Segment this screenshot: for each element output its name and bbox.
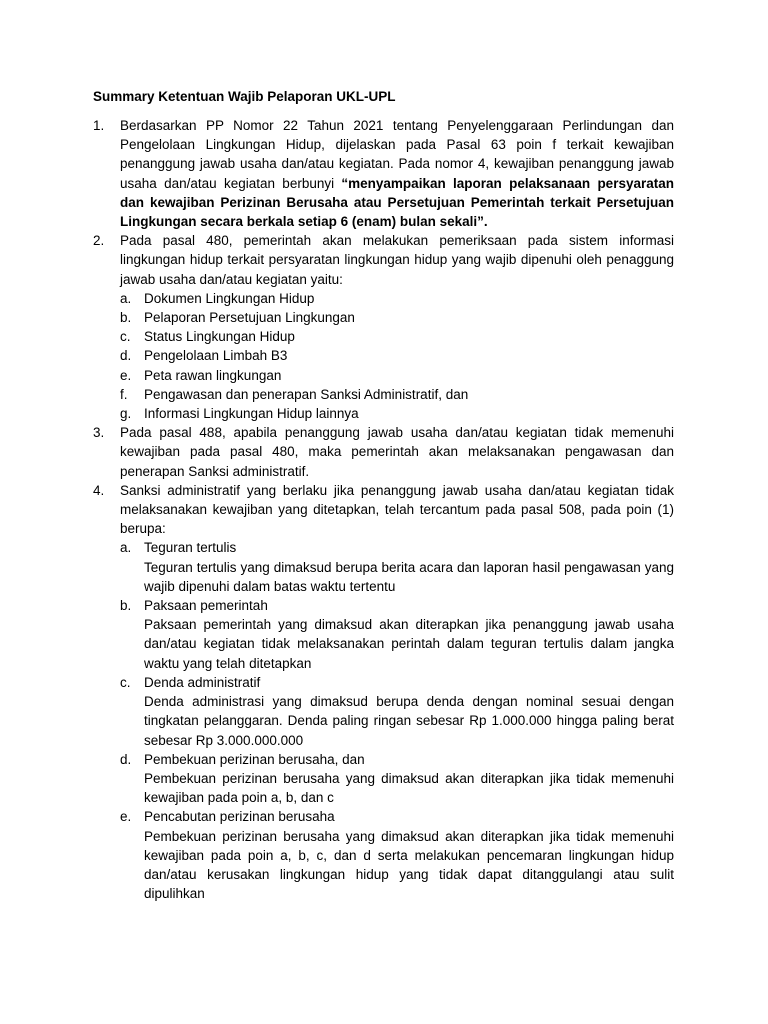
sanction-label: Pembekuan perizinan berusaha, dan <box>144 751 365 767</box>
sub-item-label: Informasi Lingkungan Hidup lainnya <box>144 406 359 422</box>
sub-item-label: Status Lingkungan Hidup <box>144 329 295 345</box>
sub-item-marker: a. <box>120 540 132 556</box>
sanction-item <box>120 750 674 808</box>
sub-item-marker: d. <box>120 348 132 364</box>
sanction-item <box>120 673 674 750</box>
sanction-description: Teguran tertulis yang dimaksud berupa berita acara dan laporan hasil pengawasan yang wajib dipenuhi dalam batas waktu tertentu <box>144 559 674 594</box>
sub-item-marker: g. <box>120 406 132 422</box>
list-item-text: Pada pasal 480, pemerintah akan melakukan pemeriksaan pada sistem informasi lingkungan hidup terkait persyaratan lingkungan hidup yang wajib dipenuhi oleh penaggung jawab usaha dan/atau kegiatan yaitu: <box>120 233 674 287</box>
sub-item-marker: e. <box>120 809 132 825</box>
sanction-item <box>120 807 674 903</box>
sanction-label: Denda administratif <box>144 674 261 690</box>
sub-item-label: Pelaporan Persetujuan Lingkungan <box>144 310 355 326</box>
sub-item-label: Peta rawan lingkungan <box>144 367 282 383</box>
list-item-4 <box>93 481 674 903</box>
sub-item-label: Pengawasan dan penerapan Sanksi Administratif, dan <box>144 386 469 402</box>
sub-item <box>120 366 674 385</box>
sanction-item <box>120 596 674 673</box>
list-item-text-plain: Berdasarkan PP Nomor 22 Tahun 2021 tentang Penyelenggaraan Perlindungan dan Pengelolaan Lingkungan Hidup, dijelaskan pada Pasal 63 poin f terkait kewajiban penanggung jawab usaha dan/atau kegiatan. Pada nomor 4, kewajiban penanggung jawab usaha dan/atau kegiatan berbunyi <box>120 118 674 191</box>
list-item-text <box>120 116 674 231</box>
list-item-2 <box>93 231 674 423</box>
sub-item <box>120 385 674 404</box>
list-item-text: Sanksi administratif yang berlaku jika penanggung jawab usaha dan/atau kegiatan tidak melaksanakan kewajiban yang ditetapkan, telah tercantum pada pasal 508, pada poin (1) berupa: <box>120 482 674 537</box>
sub-item-marker: d. <box>120 751 132 767</box>
sub-item-marker: e. <box>120 367 132 383</box>
list-number: 1. <box>93 118 105 133</box>
sanction-description: Denda administrasi yang dimaksud berupa denda dengan nominal sesuai dengan tingkatan pelanggaran. Denda paling ringan sebesar Rp 1.000.000 hingga paling berat sebesar Rp 3.000.000.000 <box>144 694 674 748</box>
sub-item-marker: b. <box>120 310 132 326</box>
sub-item <box>120 346 674 365</box>
list-number: 2. <box>93 233 105 249</box>
quoted-obligation-text: “menyampaikan laporan pelaksanaan persyaratan dan kewajiban Perizinan Berusaha atau Persetujuan Pemerintah terkait Persetujuan Lingkungan secara berkala setiap 6 (enam) bulan sekali”. <box>120 175 674 230</box>
sub-item-marker: c. <box>120 329 131 345</box>
sanction-label: Pencabutan perizinan berusaha <box>144 809 335 825</box>
sub-item <box>120 308 674 327</box>
list-item-text: Pada pasal 488, apabila penanggung jawab usaha dan/atau kegiatan tidak memenuhi kewajiban pada pasal 480, maka pemerintah akan melaksanakan pengawasan dan penerapan Sanksi administratif. <box>120 425 674 479</box>
sub-item-label: Dokumen Lingkungan Hidup <box>144 290 315 306</box>
sanction-description: Paksaan pemerintah yang dimaksud akan diterapkan jika penanggung jawab usaha dan/atau kegiatan tidak melaksanakan perintah dalam teguran tertulis dalam jangka waktu yang telah ditetapkan <box>144 617 674 671</box>
sanction-description: Pembekuan perizinan berusaha yang dimaksud akan diterapkan jika tidak memenuhi kewajiban pada poin a, b, c, dan d serta melakukan pencemaran lingkungan hidup dan/atau kerusakan lingkungan hidup yang tidak dapat ditanggulangi atau sulit dipulihkan <box>144 828 674 902</box>
sanction-label: Paksaan pemerintah <box>144 598 268 614</box>
document-title: Summary Ketentuan Wajib Pelaporan UKL-UPL <box>93 89 396 104</box>
sub-item <box>120 289 674 308</box>
numbered-list <box>93 116 674 903</box>
sub-item <box>120 404 674 423</box>
sub-item-marker: b. <box>120 598 132 614</box>
sub-item-label: Pengelolaan Limbah B3 <box>144 348 288 364</box>
sanction-description: Pembekuan perizinan berusaha yang dimaksud akan diterapkan jika tidak memenuhi kewajiban pada poin a, b, dan c <box>144 770 674 806</box>
sanction-label: Teguran tertulis <box>144 540 237 556</box>
list-item-3 <box>93 423 674 481</box>
sub-item-marker: a. <box>120 290 132 306</box>
list-number: 4. <box>93 482 105 498</box>
list-number: 3. <box>93 425 105 441</box>
list-item-1 <box>93 116 674 231</box>
sub-item-marker: f. <box>120 386 128 402</box>
sub-item-marker: c. <box>120 674 131 690</box>
sanction-item <box>120 538 674 596</box>
sub-item <box>120 327 674 346</box>
